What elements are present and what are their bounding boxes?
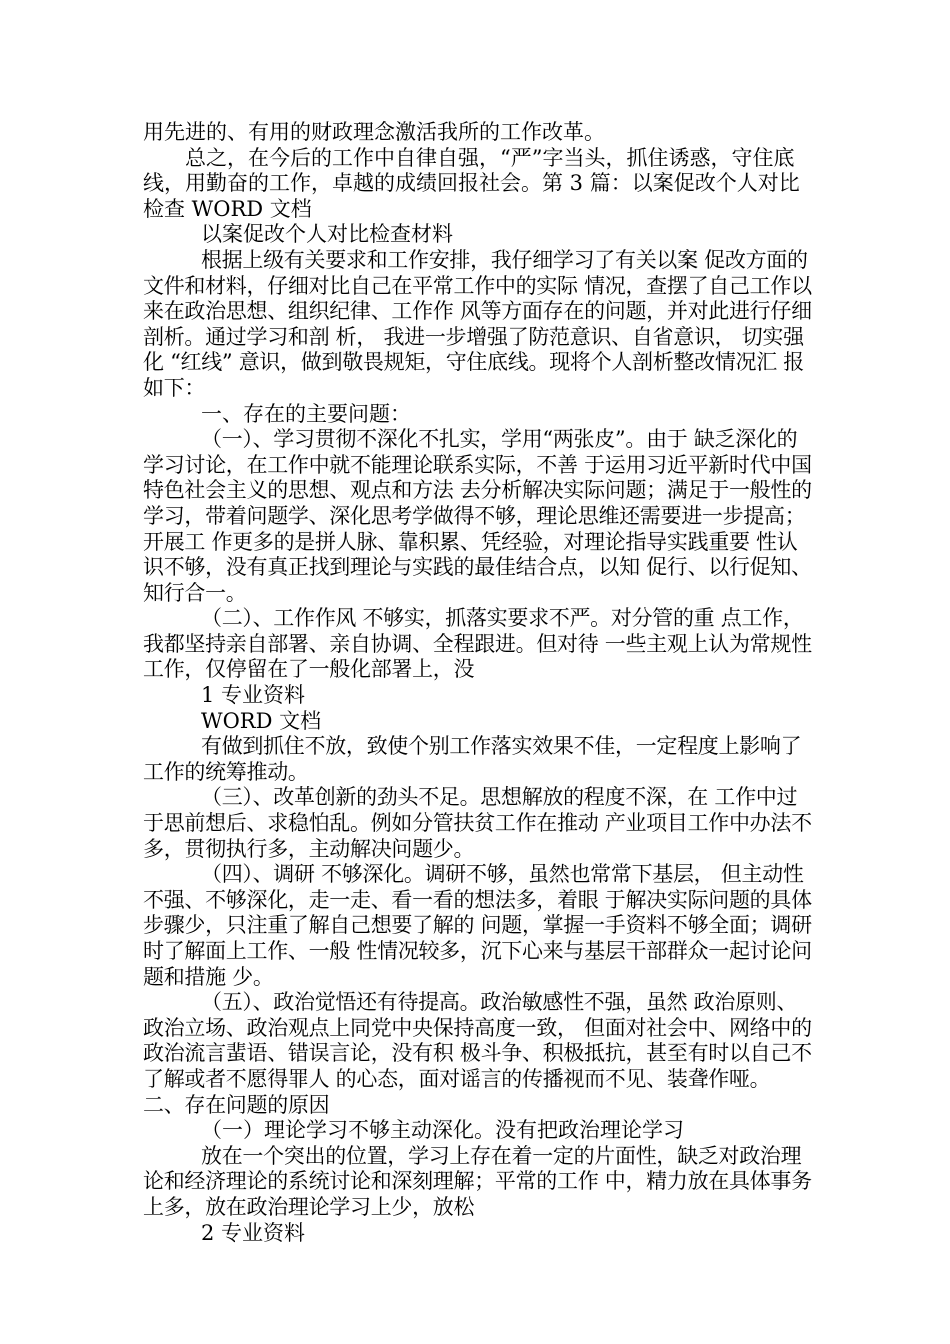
paragraph-problem-3: （三）、改革创新的劲头不足。思想解放的程度不深，在 工作中过于思前想后、求稳怕乱。例如分管扶贫工作在推动 产业项目工作中办法不多，贯彻执行多，主动解决问题少。 — [143, 785, 812, 861]
paragraph-problem-5: （五）、政治觉悟还有待提高。政治敏感性不强，虽然 政治原则、政治立场、政治观点上同党中央保持高度一致， 但面对社会中、网络中的政治流言蜚语、错误言论，没有积 极斗争、积极抵抗，甚至有时以自己不了解或者不愿得罪人 的心态，面对谣言的传播视而不见、装聋作哑。 二、存在问题的原因 — [143, 990, 812, 1117]
page-footer-2: 2 专业资料 — [201, 1220, 306, 1245]
heading-main-problems: 一、存在的主要问题： — [201, 401, 411, 426]
paragraph-1: 用先进的、有用的财政理念激活我所的工作改革。 — [143, 120, 605, 144]
paragraph-problem-1: （一）、学习贯彻不深化不扎实，学用“两张皮”。由于 缺乏深化的学习讨论，在工作中就不能理论联系实际，不善 于运用习近平新时代中国特色社会主义的思想、观点和方法 去分析解决实际问题；满足于一般性的学习，带着问题学、深化思考学做得不够，理论思维还需要进一步提高；开展工 作更多的是拼人脉、靠积累、凭经验，对理论指导实践重要 性认识不够，没有真正找到理论与实践的最佳结合点，以知 促行、以行促知、知行合一。 — [143, 427, 812, 605]
page-footer-1: 1 专业资料 — [201, 683, 306, 708]
paragraph-problem-2-cont: 有做到抓住不放，致使个别工作落实效果不佳，一定程度上影响了工作的统筹推动。 — [143, 734, 802, 784]
paragraph-intro: 根据上级有关要求和工作安排，我仔细学习了有关以案 促改方面的文件和材料，仔细对比自己在平常工作中的实际 情况，查摆了自己工作以来在政治思想、组织纪律、工作作 风等方面存在的问题，并对此进行仔细剖析。通过学习和剖 析， 我进一步增强了防范意识、自省意识， 切实强化 “红线” 意识，做到敬畏规矩，守住底线。现将个人剖析整改情况汇 报如下： — [143, 247, 812, 400]
paragraph-problem-2: （二）、工作作风 不够实，抓落实要求不严。对分管的重 点工作，我都坚持亲自部署、亲自协调、全程跟进。但对待 一些主观上认为常规性工作，仅停留在了一般化部署上，没 — [143, 606, 812, 682]
section-title: 以案促改个人对比检查材料 — [201, 222, 453, 247]
paragraph-problem-4: （四）、调研 不够深化。调研不够，虽然也常常下基层， 但主动性不强、不够深化，走一走、看一看的想法多，着眼 于解决实际问题的具体步骤少，只注重了解自己想要了解的 问题，掌握一手资料不够全面；调研时了解面上工作、一般 性情况较多，沉下心来与基层干部群众一起讨论问题和措施 少。 — [143, 862, 812, 989]
document-body — [143, 120, 813, 1246]
paragraph-cause-1-cont: 放在一个突出的位置，学习上存在着一定的片面性，缺乏对政治理论和经济理论的系统讨论和深刻理解；平常的工作 中，精力放在具体事务上多，放在政治理论学习上少，放松 — [143, 1143, 812, 1219]
paragraph-conclusion: 总之，在今后的工作中自律自强，“严”字当头，抓住诱惑，守住底线，用勤奋的工作，卓越的成绩回报社会。第 3 篇：以案促改个人对比检查 WORD 文档 — [143, 145, 800, 221]
page-header-word: WORD 文档 — [201, 708, 322, 733]
paragraph-cause-1: （一）理论学习不够主动深化。没有把政治理论学习 — [201, 1118, 684, 1143]
